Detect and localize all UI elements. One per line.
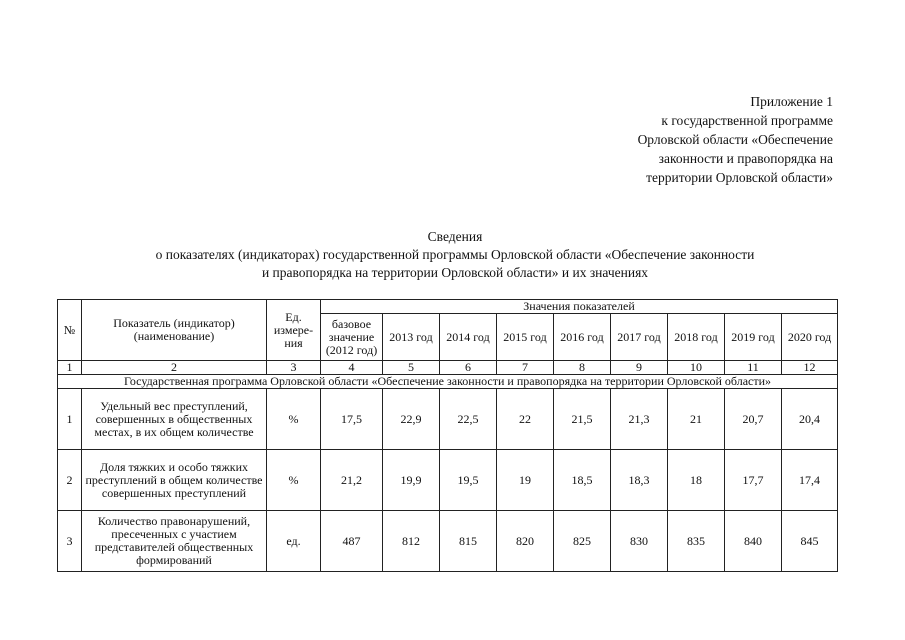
- row-number: 3: [58, 511, 82, 572]
- title-subtitle-line: о показателях (индикаторах) государственной программы Орловской области «Обеспечение законности: [155, 247, 755, 262]
- unit-cell: ед.: [267, 511, 321, 572]
- header-year: 2020 год: [782, 314, 838, 361]
- value-cell: 20,4: [782, 389, 838, 450]
- header-year: 2019 год: [725, 314, 782, 361]
- value-cell: 21,5: [554, 389, 611, 450]
- value-cell: 18,3: [611, 450, 668, 511]
- value-cell: 18: [668, 450, 725, 511]
- appendix-line: Приложение 1: [750, 94, 833, 109]
- value-cell: 18,5: [554, 450, 611, 511]
- table-row: [58, 450, 838, 511]
- indicator-name: Удельный вес преступлений, совершенных в общественных местах, в их общем количестве: [82, 389, 267, 450]
- indicators-table: [57, 299, 838, 572]
- value-cell: 19,5: [440, 450, 497, 511]
- table-row: [58, 511, 838, 572]
- column-number: 5: [383, 361, 440, 375]
- title-heading: Сведения: [427, 229, 483, 244]
- header-unit: Ед. измере- ния: [267, 300, 321, 361]
- value-cell: 17,7: [725, 450, 782, 511]
- column-number: 7: [497, 361, 554, 375]
- value-cell: 840: [725, 511, 782, 572]
- column-number: 3: [267, 361, 321, 375]
- header-indicator: Показатель (индикатор) (наименование): [82, 300, 267, 361]
- header-base-value: базовое значение (2012 год): [321, 314, 383, 361]
- value-cell: 21,2: [321, 450, 383, 511]
- value-cell: 820: [497, 511, 554, 572]
- value-cell: 825: [554, 511, 611, 572]
- value-cell: 17,4: [782, 450, 838, 511]
- appendix-line: к государственной программе: [661, 113, 833, 128]
- appendix-note: [533, 92, 833, 187]
- header-year: 2018 год: [668, 314, 725, 361]
- value-cell: 22,9: [383, 389, 440, 450]
- header-year: 2015 год: [497, 314, 554, 361]
- document-title: [60, 228, 850, 282]
- indicator-name: Доля тяжких и особо тяжких преступлений в общем количестве совершенных преступлений: [82, 450, 267, 511]
- unit-cell: %: [267, 450, 321, 511]
- header-year: 2016 год: [554, 314, 611, 361]
- header-values-group: Значения показателей: [321, 300, 838, 314]
- value-cell: 17,5: [321, 389, 383, 450]
- row-number: 2: [58, 450, 82, 511]
- indicator-name: Количество правонарушений, пресеченных с участием представителей общественных формирований: [82, 511, 267, 572]
- value-cell: 21,3: [611, 389, 668, 450]
- appendix-line: Орловской области «Обеспечение: [637, 132, 833, 147]
- appendix-line: территории Орловской области»: [646, 170, 833, 185]
- column-number: 10: [668, 361, 725, 375]
- value-cell: 20,7: [725, 389, 782, 450]
- header-row: [58, 300, 838, 314]
- column-numbers-row: [58, 361, 838, 375]
- table-row: [58, 389, 838, 450]
- section-title: Государственная программа Орловской области «Обеспечение законности и правопорядка на территории Орловской области»: [58, 375, 838, 389]
- header-year: 2014 год: [440, 314, 497, 361]
- column-number: 1: [58, 361, 82, 375]
- column-number: 6: [440, 361, 497, 375]
- section-row: [58, 375, 838, 389]
- header-year: 2017 год: [611, 314, 668, 361]
- header-no: №: [58, 300, 82, 361]
- unit-cell: %: [267, 389, 321, 450]
- column-number: 12: [782, 361, 838, 375]
- column-number: 8: [554, 361, 611, 375]
- value-cell: 22: [497, 389, 554, 450]
- value-cell: 835: [668, 511, 725, 572]
- column-number: 4: [321, 361, 383, 375]
- value-cell: 830: [611, 511, 668, 572]
- header-year: 2013 год: [383, 314, 440, 361]
- value-cell: 812: [383, 511, 440, 572]
- value-cell: 487: [321, 511, 383, 572]
- value-cell: 845: [782, 511, 838, 572]
- value-cell: 815: [440, 511, 497, 572]
- title-subtitle-line: и правопорядка на территории Орловской области» и их значениях: [261, 265, 649, 280]
- appendix-line: законности и правопорядка на: [658, 151, 833, 166]
- value-cell: 22,5: [440, 389, 497, 450]
- value-cell: 19: [497, 450, 554, 511]
- row-number: 1: [58, 389, 82, 450]
- value-cell: 21: [668, 389, 725, 450]
- column-number: 9: [611, 361, 668, 375]
- value-cell: 19,9: [383, 450, 440, 511]
- column-number: 2: [82, 361, 267, 375]
- column-number: 11: [725, 361, 782, 375]
